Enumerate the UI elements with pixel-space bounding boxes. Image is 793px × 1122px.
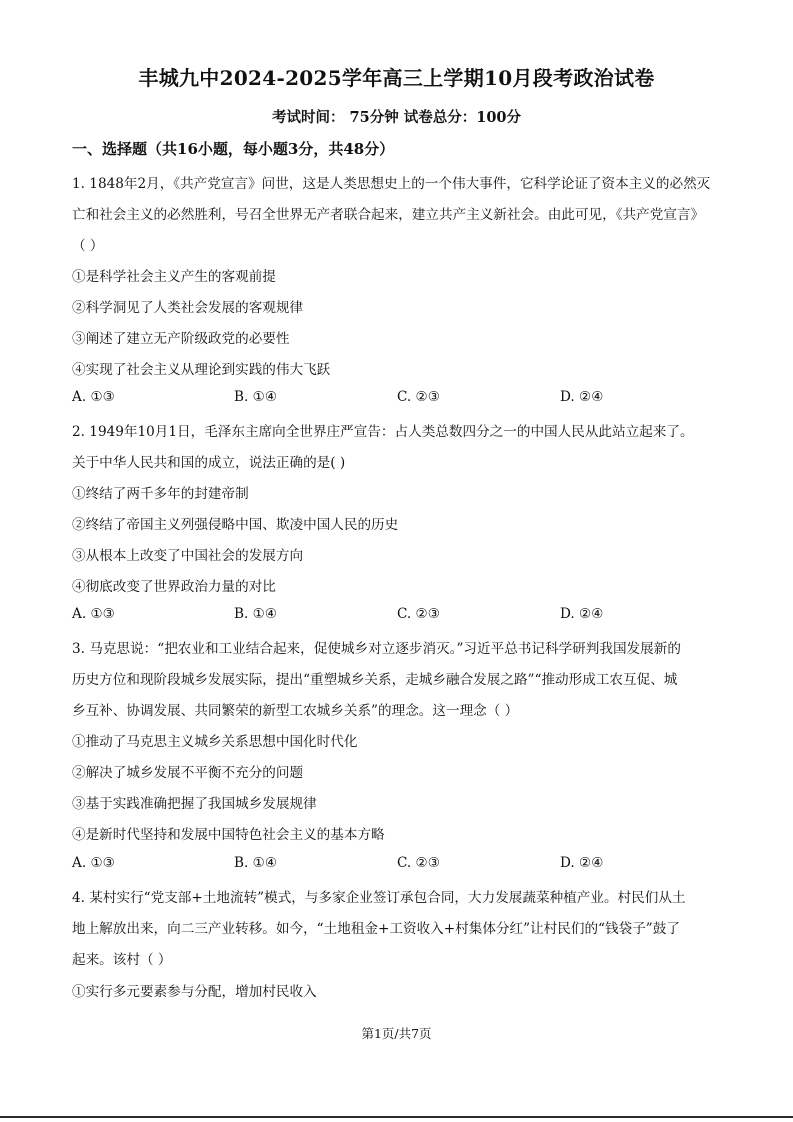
statement-1: ①推动了马克思主义城乡关系思想中国化时代化 xyxy=(72,734,358,750)
question-line: 地上解放出来，向二三产业转移。如今，“土地租金+工资收入+村集体分红”让村民们的“钱袋子”鼓了 xyxy=(72,921,680,937)
question-line: 亡和社会主义的必然胜利，号召全世界无产者联合起来，建立共产主义新社会。由此可见，《共产党宣言》 xyxy=(72,207,705,223)
question-line: 乡互补、协调发展、共同繁荣的新型工农城乡关系”的理念。这一理念（ ） xyxy=(72,703,519,719)
question-line: 关于中华人民共和国的成立，说法正确的是( ) xyxy=(72,455,346,471)
option-d: D. ②④ xyxy=(560,855,604,871)
bottom-divider xyxy=(0,1116,793,1118)
statement-4: ④彻底改变了世界政治力量的对比 xyxy=(72,579,276,595)
statement-4: ④是新时代坚持和发展中国特色社会主义的基本方略 xyxy=(72,827,385,843)
statement-2: ②解决了城乡发展不平衡不充分的问题 xyxy=(72,765,304,781)
page-footer: 第1页/共7页 xyxy=(361,1026,432,1041)
option-c: C. ②③ xyxy=(397,389,440,405)
statement-3: ③从根本上改变了中国社会的发展方向 xyxy=(72,548,304,564)
option-c: C. ②③ xyxy=(397,606,440,622)
question-line: 历史方位和现阶段城乡发展实际，提出“重塑城乡关系，走城乡融合发展之路”“推动形成工农互促、城 xyxy=(72,672,678,688)
option-d: D. ②④ xyxy=(560,606,604,622)
answer-blank: （ ） xyxy=(72,238,104,254)
question-line: 1. 1848年2月，《共产党宣言》问世，这是人类思想史上的一个伟大事件，它科学论证了资本主义的必然灭 xyxy=(72,176,711,192)
option-b: B. ①④ xyxy=(234,606,278,622)
question-line: 2. 1949年10月1日，毛泽东主席向全世界庄严宣告：占人类总数四分之一的中国人民从此站立起来了。 xyxy=(72,424,694,440)
statement-3: ③阐述了建立无产阶级政党的必要性 xyxy=(72,331,290,347)
option-a: A. ①③ xyxy=(72,855,115,871)
exam-meta: 考试时间： 75分钟 试卷总分：100分 xyxy=(271,109,522,126)
option-b: B. ①④ xyxy=(234,389,278,405)
question-line: 4. 某村实行“党支部+土地流转”模式，与多家企业签订承包合同，大力发展蔬菜种植产业。村民们从土 xyxy=(72,890,686,906)
question-line: 3. 马克思说：“把农业和工业结合起来，促使城乡对立逐步消灭。”习近平总书记科学研判我国发展新的 xyxy=(72,641,681,657)
statement-1: ①终结了两千多年的封建帝制 xyxy=(72,486,249,502)
option-b: B. ①④ xyxy=(234,855,278,871)
statement-3: ③基于实践准确把握了我国城乡发展规律 xyxy=(72,796,317,812)
statement-4: ④实现了社会主义从理论到实践的伟大飞跃 xyxy=(72,362,331,378)
statement-2: ②科学洞见了人类社会发展的客观规律 xyxy=(72,300,304,316)
statement-1: ①实行多元要素参与分配，增加村民收入 xyxy=(72,984,317,1000)
option-a: A. ①③ xyxy=(72,389,115,405)
section-heading: 一、选择题（共16小题，每小题3分，共48分） xyxy=(72,140,395,158)
page-title: 丰城九中2024-2025学年高三上学期10月段考政治试卷 xyxy=(138,66,655,90)
question-line: 起来。该村（ ） xyxy=(72,952,172,968)
statement-1: ①是科学社会主义产生的客观前提 xyxy=(72,269,276,285)
option-c: C. ②③ xyxy=(397,855,440,871)
option-a: A. ①③ xyxy=(72,606,115,622)
option-d: D. ②④ xyxy=(560,389,604,405)
statement-2: ②终结了帝国主义列强侵略中国、欺凌中国人民的历史 xyxy=(72,517,399,533)
